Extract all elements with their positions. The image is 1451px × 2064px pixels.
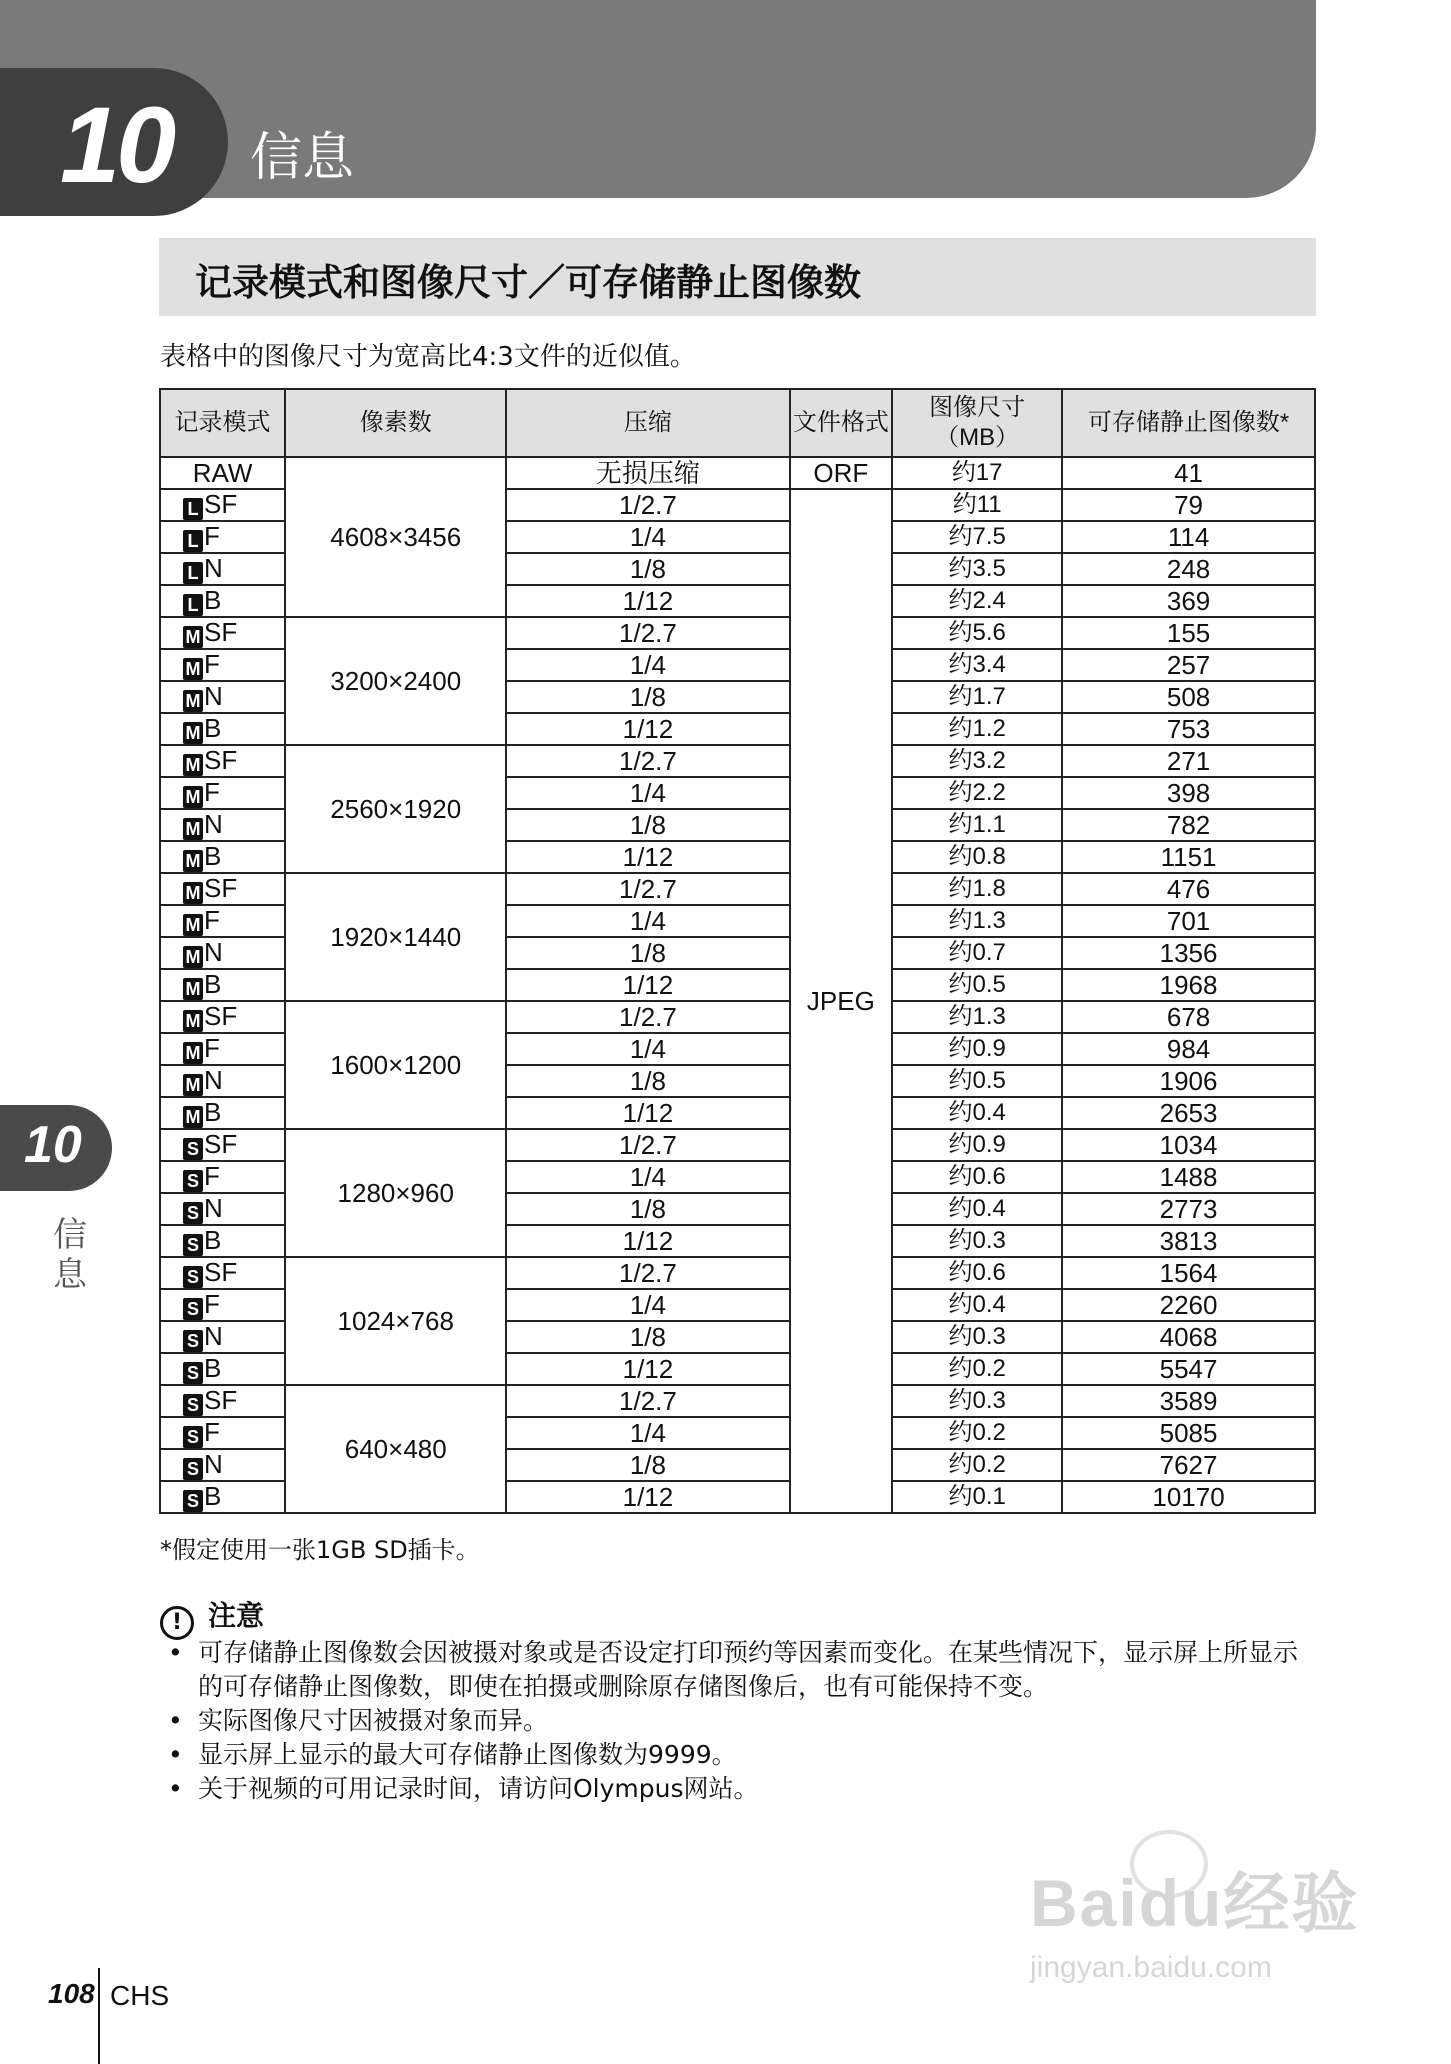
count-cell: 1968 xyxy=(1062,969,1315,1001)
quality-label: F xyxy=(204,777,220,807)
chapter-number: 10 xyxy=(60,84,173,205)
compression-cell: 1/2.7 xyxy=(506,1001,789,1033)
size-badge-icon: L xyxy=(183,498,203,520)
mode-cell xyxy=(160,1257,285,1289)
count-cell: 753 xyxy=(1062,713,1315,745)
count-cell: 1906 xyxy=(1062,1065,1315,1097)
size-cell: 约1.1 xyxy=(892,809,1062,841)
compression-cell: 1/2.7 xyxy=(506,1385,789,1417)
mode-cell xyxy=(160,1225,285,1257)
count-cell: 257 xyxy=(1062,649,1315,681)
size-cell: 约0.5 xyxy=(892,969,1062,1001)
mode-cell xyxy=(160,617,285,649)
mode-cell xyxy=(160,521,285,553)
quality-label: B xyxy=(204,1481,222,1511)
mode-cell xyxy=(160,1449,285,1481)
compression-cell: 1/2.7 xyxy=(506,873,789,905)
format-cell: ORF xyxy=(790,457,893,489)
compression-cell: 1/2.7 xyxy=(506,745,789,777)
mode-cell: RAW xyxy=(160,457,285,489)
compression-cell: 1/8 xyxy=(506,553,789,585)
mode-cell xyxy=(160,585,285,617)
header-cell: 像素数 xyxy=(285,389,506,457)
size-cell: 约17 xyxy=(892,457,1062,489)
compression-cell: 无损压缩 xyxy=(506,457,789,489)
count-cell: 2773 xyxy=(1062,1193,1315,1225)
size-badge-icon: M xyxy=(183,946,203,968)
pixels-cell: 640×480 xyxy=(285,1385,506,1513)
pixels-cell: 3200×2400 xyxy=(285,617,506,745)
compression-cell: 1/8 xyxy=(506,1193,789,1225)
quality-label: N xyxy=(204,937,223,967)
mode-cell xyxy=(160,905,285,937)
mode-cell xyxy=(160,1033,285,1065)
mode-cell xyxy=(160,1321,285,1353)
mode-cell xyxy=(160,681,285,713)
table-row xyxy=(160,873,1315,905)
count-cell: 782 xyxy=(1062,809,1315,841)
size-badge-icon: M xyxy=(183,882,203,904)
compression-cell: 1/12 xyxy=(506,1097,789,1129)
count-cell: 3813 xyxy=(1062,1225,1315,1257)
table-row xyxy=(160,617,1315,649)
mode-cell xyxy=(160,553,285,585)
compression-cell: 1/12 xyxy=(506,713,789,745)
table-header-row xyxy=(160,389,1315,457)
quality-label: SF xyxy=(204,1257,238,1287)
mode-cell xyxy=(160,1481,285,1513)
mode-cell xyxy=(160,1417,285,1449)
compression-cell: 1/4 xyxy=(506,1033,789,1065)
size-cell: 约1.3 xyxy=(892,905,1062,937)
mode-cell xyxy=(160,969,285,1001)
compression-cell: 1/12 xyxy=(506,969,789,1001)
mode-cell xyxy=(160,841,285,873)
quality-label: SF xyxy=(204,1001,238,1031)
quality-label: F xyxy=(204,1033,220,1063)
count-cell: 4068 xyxy=(1062,1321,1315,1353)
compression-cell: 1/8 xyxy=(506,1065,789,1097)
count-cell: 271 xyxy=(1062,745,1315,777)
size-badge-icon: M xyxy=(183,850,203,872)
size-cell: 约1.7 xyxy=(892,681,1062,713)
quality-label: F xyxy=(204,905,220,935)
size-badge-icon: S xyxy=(183,1298,203,1320)
quality-label: N xyxy=(204,1065,223,1095)
notes-list xyxy=(160,1636,1310,1806)
mode-cell xyxy=(160,489,285,521)
size-cell: 约1.2 xyxy=(892,713,1062,745)
quality-label: N xyxy=(204,681,223,711)
count-cell: 678 xyxy=(1062,1001,1315,1033)
size-cell: 约0.6 xyxy=(892,1257,1062,1289)
list-item: • 关于视频的可用记录时间，请访问Olympus网站。 xyxy=(160,1772,1310,1806)
count-cell: 984 xyxy=(1062,1033,1315,1065)
count-cell: 41 xyxy=(1062,457,1315,489)
count-cell: 2653 xyxy=(1062,1097,1315,1129)
size-cell: 约0.4 xyxy=(892,1097,1062,1129)
header-cell: 记录模式 xyxy=(160,389,285,457)
count-cell: 114 xyxy=(1062,521,1315,553)
compression-cell: 1/12 xyxy=(506,841,789,873)
size-badge-icon: S xyxy=(183,1138,203,1160)
size-cell: 约3.5 xyxy=(892,553,1062,585)
list-item: • 实际图像尺寸因被摄对象而异。 xyxy=(160,1704,1310,1738)
pixels-cell: 1600×1200 xyxy=(285,1001,506,1129)
mode-cell xyxy=(160,713,285,745)
quality-label: F xyxy=(204,1289,220,1319)
footer-divider xyxy=(98,1968,100,2064)
quality-label: F xyxy=(204,1161,220,1191)
count-cell: 1034 xyxy=(1062,1129,1315,1161)
language-code: CHS xyxy=(110,1980,170,2011)
table-row xyxy=(160,1001,1315,1033)
compression-cell: 1/12 xyxy=(506,1481,789,1513)
size-badge-icon: M xyxy=(183,978,203,1000)
mode-cell xyxy=(160,777,285,809)
quality-label: B xyxy=(204,1353,222,1383)
pixels-cell: 2560×1920 xyxy=(285,745,506,873)
count-cell: 508 xyxy=(1062,681,1315,713)
size-badge-icon: M xyxy=(183,658,203,680)
compression-cell: 1/2.7 xyxy=(506,1257,789,1289)
count-cell: 1151 xyxy=(1062,841,1315,873)
count-cell: 79 xyxy=(1062,489,1315,521)
mode-cell xyxy=(160,1385,285,1417)
size-badge-icon: S xyxy=(183,1394,203,1416)
mode-cell xyxy=(160,1097,285,1129)
size-badge-icon: S xyxy=(183,1234,203,1256)
size-badge-icon: M xyxy=(183,1106,203,1128)
list-item: • 可存储静止图像数会因被摄对象或是否设定打印预约等因素而变化。在某些情况下，显示屏上所显示的可存储静止图像数，即使在拍摄或删除原存储图像后，也有可能保持不变。 xyxy=(160,1636,1310,1704)
size-badge-icon: S xyxy=(183,1362,203,1384)
quality-label: B xyxy=(204,969,222,999)
pixels-cell: 1920×1440 xyxy=(285,873,506,1001)
size-badge-icon: S xyxy=(183,1170,203,1192)
size-cell: 约11 xyxy=(892,489,1062,521)
size-cell: 约5.6 xyxy=(892,617,1062,649)
size-badge-icon: S xyxy=(183,1202,203,1224)
mode-cell xyxy=(160,1353,285,1385)
chapter-title: 信息 xyxy=(250,128,355,188)
mode-cell xyxy=(160,1001,285,1033)
size-cell: 约2.4 xyxy=(892,585,1062,617)
pixels-cell: 1024×768 xyxy=(285,1257,506,1385)
quality-label: N xyxy=(204,1321,223,1351)
side-chapter-label: 信息 xyxy=(53,1215,87,1295)
size-badge-icon: M xyxy=(183,690,203,712)
mode-cell xyxy=(160,1065,285,1097)
size-cell: 约0.4 xyxy=(892,1289,1062,1321)
compression-cell: 1/12 xyxy=(506,1353,789,1385)
watermark xyxy=(1030,1850,1359,1985)
table-row xyxy=(160,1129,1315,1161)
header-cell: 可存储静止图像数* xyxy=(1062,389,1315,457)
compression-cell: 1/8 xyxy=(506,1449,789,1481)
pixels-cell: 1280×960 xyxy=(285,1129,506,1257)
size-badge-icon: L xyxy=(183,594,203,616)
count-cell: 701 xyxy=(1062,905,1315,937)
size-badge-icon: M xyxy=(183,1010,203,1032)
section-title: 记录模式和图像尺寸／可存储静止图像数 xyxy=(195,261,861,304)
size-badge-icon: M xyxy=(183,818,203,840)
compression-cell: 1/4 xyxy=(506,1289,789,1321)
size-cell: 约0.3 xyxy=(892,1385,1062,1417)
quality-label: N xyxy=(204,553,223,583)
mode-cell xyxy=(160,1161,285,1193)
quality-label: SF xyxy=(204,1385,238,1415)
compression-cell: 1/2.7 xyxy=(506,617,789,649)
size-cell: 约0.2 xyxy=(892,1353,1062,1385)
size-cell: 约0.7 xyxy=(892,937,1062,969)
quality-label: N xyxy=(204,1193,223,1223)
size-badge-icon: M xyxy=(183,1074,203,1096)
quality-label: N xyxy=(204,809,223,839)
size-cell: 约7.5 xyxy=(892,521,1062,553)
mode-cell xyxy=(160,1193,285,1225)
size-cell: 约1.3 xyxy=(892,1001,1062,1033)
size-cell: 约0.9 xyxy=(892,1033,1062,1065)
mode-cell xyxy=(160,1129,285,1161)
table-row xyxy=(160,1257,1315,1289)
size-badge-icon: S xyxy=(183,1426,203,1448)
mode-cell xyxy=(160,873,285,905)
quality-label: SF xyxy=(204,617,238,647)
compression-cell: 1/12 xyxy=(506,1225,789,1257)
format-cell: JPEG xyxy=(790,489,893,1513)
count-cell: 398 xyxy=(1062,777,1315,809)
notes-heading xyxy=(160,1594,264,1640)
table-row xyxy=(160,1385,1315,1417)
page-number: 108 xyxy=(48,1978,95,2009)
count-cell: 10170 xyxy=(1062,1481,1315,1513)
caution-icon: ! xyxy=(160,1606,194,1640)
size-cell: 约0.9 xyxy=(892,1129,1062,1161)
mode-cell xyxy=(160,809,285,841)
quality-label: B xyxy=(204,1225,222,1255)
size-cell: 约3.2 xyxy=(892,745,1062,777)
count-cell: 369 xyxy=(1062,585,1315,617)
count-cell: 476 xyxy=(1062,873,1315,905)
size-badge-icon: S xyxy=(183,1330,203,1352)
compression-cell: 1/2.7 xyxy=(506,1129,789,1161)
size-badge-icon: M xyxy=(183,754,203,776)
size-badge-icon: L xyxy=(183,562,203,584)
compression-cell: 1/4 xyxy=(506,649,789,681)
count-cell: 1356 xyxy=(1062,937,1315,969)
header-cell: 图像尺寸（MB） xyxy=(892,389,1062,457)
quality-label: B xyxy=(204,585,222,615)
quality-label: F xyxy=(204,521,220,551)
size-badge-icon: S xyxy=(183,1490,203,1512)
quality-label: SF xyxy=(204,873,238,903)
size-badge-icon: M xyxy=(183,626,203,648)
mode-cell xyxy=(160,937,285,969)
count-cell: 5547 xyxy=(1062,1353,1315,1385)
quality-label: SF xyxy=(204,489,238,519)
table-body xyxy=(160,457,1315,1513)
size-badge-icon: M xyxy=(183,722,203,744)
size-badge-icon: S xyxy=(183,1458,203,1480)
size-badge-icon: M xyxy=(183,914,203,936)
watermark-main: Baidu经验 xyxy=(1030,1866,1360,1940)
quality-label: B xyxy=(204,713,222,743)
size-cell: 约0.8 xyxy=(892,841,1062,873)
quality-label: B xyxy=(204,841,222,871)
mode-cell xyxy=(160,1289,285,1321)
watermark-sub: jingyan.baidu.com xyxy=(1030,1951,1272,1984)
intro-text: 表格中的图像尺寸为宽高比4:3文件的近似值。 xyxy=(160,342,696,372)
count-cell: 5085 xyxy=(1062,1417,1315,1449)
compression-cell: 1/4 xyxy=(506,1417,789,1449)
size-cell: 约0.2 xyxy=(892,1449,1062,1481)
quality-label: F xyxy=(204,649,220,679)
size-cell: 约0.3 xyxy=(892,1321,1062,1353)
size-cell: 约0.4 xyxy=(892,1193,1062,1225)
section-heading xyxy=(159,238,1316,316)
size-badge-icon: M xyxy=(183,786,203,808)
quality-label: SF xyxy=(204,745,238,775)
header-cell: 文件格式 xyxy=(790,389,893,457)
compression-cell: 1/4 xyxy=(506,777,789,809)
size-cell: 约2.2 xyxy=(892,777,1062,809)
table-row xyxy=(160,457,1315,489)
compression-cell: 1/8 xyxy=(506,809,789,841)
compression-cell: 1/8 xyxy=(506,1321,789,1353)
recording-mode-table xyxy=(159,388,1316,1514)
header-cell: 压缩 xyxy=(506,389,789,457)
list-item: • 显示屏上显示的最大可存储静止图像数为9999。 xyxy=(160,1738,1310,1772)
count-cell: 2260 xyxy=(1062,1289,1315,1321)
count-cell: 3589 xyxy=(1062,1385,1315,1417)
table-row xyxy=(160,745,1315,777)
size-cell: 约0.1 xyxy=(892,1481,1062,1513)
count-cell: 248 xyxy=(1062,553,1315,585)
quality-label: N xyxy=(204,1449,223,1479)
size-cell: 约0.5 xyxy=(892,1065,1062,1097)
size-cell: 约0.6 xyxy=(892,1161,1062,1193)
size-cell: 约0.3 xyxy=(892,1225,1062,1257)
quality-label: F xyxy=(204,1417,220,1447)
compression-cell: 1/12 xyxy=(506,585,789,617)
size-cell: 约0.2 xyxy=(892,1417,1062,1449)
compression-cell: 1/8 xyxy=(506,681,789,713)
size-badge-icon: M xyxy=(183,1042,203,1064)
size-badge-icon: L xyxy=(183,530,203,552)
side-chapter-number: 10 xyxy=(24,1116,82,1174)
pixels-cell: 4608×3456 xyxy=(285,457,506,617)
count-cell: 1488 xyxy=(1062,1161,1315,1193)
mode-cell xyxy=(160,649,285,681)
notes-heading-label: 注意 xyxy=(208,1599,265,1632)
count-cell: 1564 xyxy=(1062,1257,1315,1289)
count-cell: 155 xyxy=(1062,617,1315,649)
compression-cell: 1/8 xyxy=(506,937,789,969)
size-cell: 约3.4 xyxy=(892,649,1062,681)
compression-cell: 1/4 xyxy=(506,905,789,937)
mode-cell xyxy=(160,745,285,777)
table-footnote: *假定使用一张1GB SD插卡。 xyxy=(160,1536,480,1564)
compression-cell: 1/4 xyxy=(506,521,789,553)
size-badge-icon: S xyxy=(183,1266,203,1288)
quality-label: SF xyxy=(204,1129,238,1159)
compression-cell: 1/4 xyxy=(506,1161,789,1193)
compression-cell: 1/2.7 xyxy=(506,489,789,521)
count-cell: 7627 xyxy=(1062,1449,1315,1481)
quality-label: B xyxy=(204,1097,222,1127)
size-cell: 约1.8 xyxy=(892,873,1062,905)
